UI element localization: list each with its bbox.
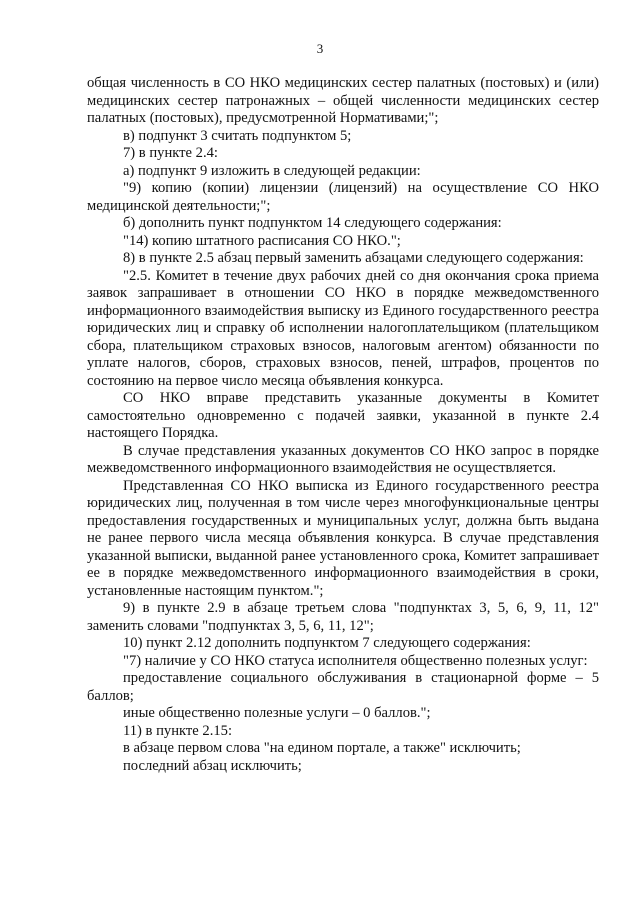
paragraph-item-b: б) дополнить пункт подпунктом 14 следующего содержания: xyxy=(123,215,502,231)
paragraph-point-7: 7) в пункте 2.4: xyxy=(123,145,218,161)
paragraph-status: "7) наличие у СО НКО статуса исполнителя общественно полезных услуг: xyxy=(123,652,588,669)
paragraph-extract: Представленная СО НКО выписка из Единого государственного реестра юридических лиц, полученная в том числе через многофункциональные центры предоставления государственных и муниципальных услуг, должна быть выдана не ранее первого числа месяца объявления конкурса. В случае представления указанной выписки, выданной ранее установленного срока, Комитет запрашивает ее в порядке межведомственного информационного взаимодействия в сроки, установленные настоящим пунктом."; xyxy=(87,477,599,599)
paragraph-other-services: иные общественно полезные услуги – 0 баллов."; xyxy=(123,705,431,721)
paragraph-social-service: предоставление социального обслуживания в стационарной форме – 5 баллов; xyxy=(87,670,599,704)
paragraph-item-v: в) подпункт 3 считать подпунктом 5; xyxy=(123,127,352,144)
paragraph-point-10: 10) пункт 2.12 дополнить подпунктом 7 следующего содержания: xyxy=(123,635,531,651)
paragraph-staff-list: "14) копию штатного расписания СО НКО."; xyxy=(123,232,401,249)
paragraph-2-5: "2.5. Комитет в течение двух рабочих дней со дня окончания срока приема заявок запрашивает в отношении СО НКО в порядке межведомственного информационного взаимодействия выписку из Единого государственного реестра юридических лиц и справку об исполнении налогоплательщиком (плательщиком сбора, плательщиком страховых взносов, налоговым агентом) обязанности по уплате налогов, сборов, страховых взносов, пеней, штрафов, процентов по состоянию на первое число месяца объявления конкурса. xyxy=(87,267,599,389)
document-body xyxy=(87,75,599,775)
paragraph-first-abzac: в абзаце первом слова "на едином портале, а также" исключить; xyxy=(123,740,521,756)
paragraph-item-a: а) подпункт 9 изложить в следующей редакции: xyxy=(123,162,421,179)
paragraph-documents-right: СО НКО вправе представить указанные документы в Комитет самостоятельно одновременно с подачей заявки, указанной в пункте 2.4 настоящего Порядка. xyxy=(87,390,599,441)
paragraph-point-9: 9) в пункте 2.9 в абзаце третьем слова "подпунктах 3, 5, 6, 9, 11, 12" заменить словами "подпунктах 3, 5, 6, 11, 12"; xyxy=(87,600,599,634)
paragraph-point-11: 11) в пункте 2.15: xyxy=(123,722,233,739)
paragraph-nurses-count: общая численность в СО НКО медицинских сестер палатных (постовых) и (или) медицинских сестер патронажных – общей численности медицинских сестер палатных (постовых), предусмотренной Нормативами;"; xyxy=(87,75,599,126)
paragraph-point-8: 8) в пункте 2.5 абзац первый заменить абзацами следующего содержания: xyxy=(123,250,584,266)
page-number: 3 xyxy=(316,41,324,56)
paragraph-license-copy: "9) копию (копии) лицензии (лицензий) на осуществление СО НКО медицинской деятельности;"; xyxy=(87,180,599,214)
paragraph-last-abzac: последний абзац исключить; xyxy=(123,757,302,774)
paragraph-no-request: В случае представления указанных документов СО НКО запрос в порядке межведомственного информационного взаимодействия не осуществляется. xyxy=(87,442,599,476)
